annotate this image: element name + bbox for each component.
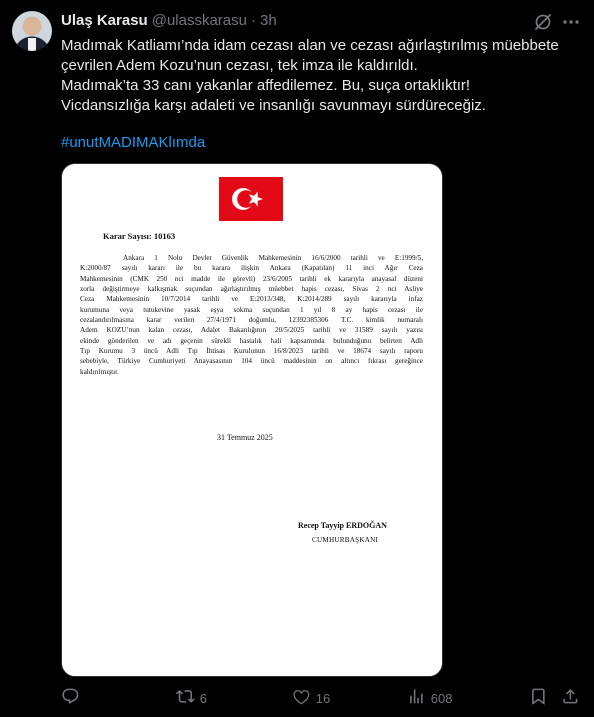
document-body xyxy=(80,253,423,377)
avatar[interactable] xyxy=(12,11,52,51)
reply-icon xyxy=(61,687,80,709)
reply-button[interactable] xyxy=(61,686,85,710)
retweet-button[interactable] xyxy=(176,686,207,710)
document-line: sebebiyle, Türkiye Cumhuriyeti Anayasasının 104 üncü maddesinin on altıncı fıkrası gereğince xyxy=(80,357,423,366)
more-icon[interactable] xyxy=(561,12,581,32)
hashtag-link[interactable]: #unutMADIMAKlımda xyxy=(61,134,206,151)
turkish-flag-icon xyxy=(219,177,283,221)
tweet-line: Madımak Katliamı’nda idam cezası alan ve cezası ağırlaştırılmış müebbete xyxy=(61,37,559,54)
bookmark-button[interactable] xyxy=(529,686,548,710)
tweet-text xyxy=(61,36,581,116)
separator-dot: · xyxy=(251,11,256,29)
document-date: 31 Temmuz 2025 xyxy=(217,433,273,442)
tweet-header xyxy=(61,10,277,30)
document-line: kaldırılmıştır. xyxy=(80,367,119,376)
grok-icon[interactable] xyxy=(533,12,553,32)
views-button[interactable] xyxy=(407,686,452,710)
views-icon xyxy=(407,687,426,709)
share-icon xyxy=(561,687,580,709)
tweet-line: çevrilen Adem Kozu’nun cezası, tek imza ile kaldırıldı. xyxy=(61,57,418,74)
document-line: cezalandırılmasına karar verilen 27/4/1971 doğumlu, 12392385306 T.C. kimlik numaralı xyxy=(80,316,423,325)
tweet-line: Vicdansızlığa karşı adaleti ve insanlığı savunmayı sürdüreceğiz. xyxy=(61,97,486,114)
document-line: Ceza Mahkemesinin 10/7/2014 tarihli ve E:2013/348, K:2014/289 sayılı kararıyla infaz xyxy=(80,295,423,304)
document-line: kurumuna veya tutukevine yasak eşya sokma suçundan 1 yıl 8 ay hapis cezası ile xyxy=(80,305,423,314)
views-count: 608 xyxy=(430,690,453,706)
like-button[interactable] xyxy=(292,686,330,710)
tweet-time[interactable]: 3h xyxy=(260,11,277,29)
document-image[interactable] xyxy=(61,163,443,677)
like-count: 16 xyxy=(315,690,331,706)
decision-number: Karar Sayısı: 10163 xyxy=(103,231,176,241)
document-line: ekinde gönderilen ve adı geçenin sürekli hastalık hali kapsamında bulunduğunu belirten Adli xyxy=(80,336,423,345)
document-line: Mahkemesinin (CMK 250 nci madde ile görevli) 23/6/2005 tarihli ek kararıyla anayasal düzeni xyxy=(80,274,423,283)
share-button[interactable] xyxy=(561,686,580,710)
tweet-line: Madımak’ta 33 canı yakanlar affedilemez. Bu, suça ortaklıktır! xyxy=(61,77,471,94)
signer-name: Recep Tayyip ERDOĞAN xyxy=(298,521,387,530)
author-name[interactable]: Ulaş Karasu xyxy=(61,11,148,29)
retweet-icon xyxy=(176,687,195,709)
document-line: Ankara 1 Nolu Devlet Güvenlik Mahkemesinin 16/6/2000 tarihli ve E:1999/5, xyxy=(123,254,423,262)
retweet-count: 6 xyxy=(199,690,207,706)
like-icon xyxy=(292,687,311,709)
author-handle[interactable]: @ulasskarasu xyxy=(151,11,247,29)
action-bar xyxy=(0,686,594,710)
signer-title: CUMHURBAŞKANI xyxy=(312,536,379,544)
bookmark-icon xyxy=(529,687,548,709)
document-line: K:2000/87 sayılı kararı ile bu karara ilişkin Ankara (Kapatılan) 11 inci Ağır Ceza xyxy=(80,264,423,273)
document-line: zorla değiştirmeye kalkışmak suçundan ağırlaştırılmış müebbet hapis cezası, Sivas 2 nci Asliye xyxy=(80,285,423,294)
document-line: Tıp Kurumu 3 üncü Adli Tıp İhtisas Kurulunun 16/8/2023 tarihli ve 18674 sayılı raporu xyxy=(80,347,423,356)
document-line: Adem KOZU’nun kalan cezası, Adalet Bakanlığının 20/5/2025 tarihli ve 31589 sayılı yazısı xyxy=(80,326,423,335)
